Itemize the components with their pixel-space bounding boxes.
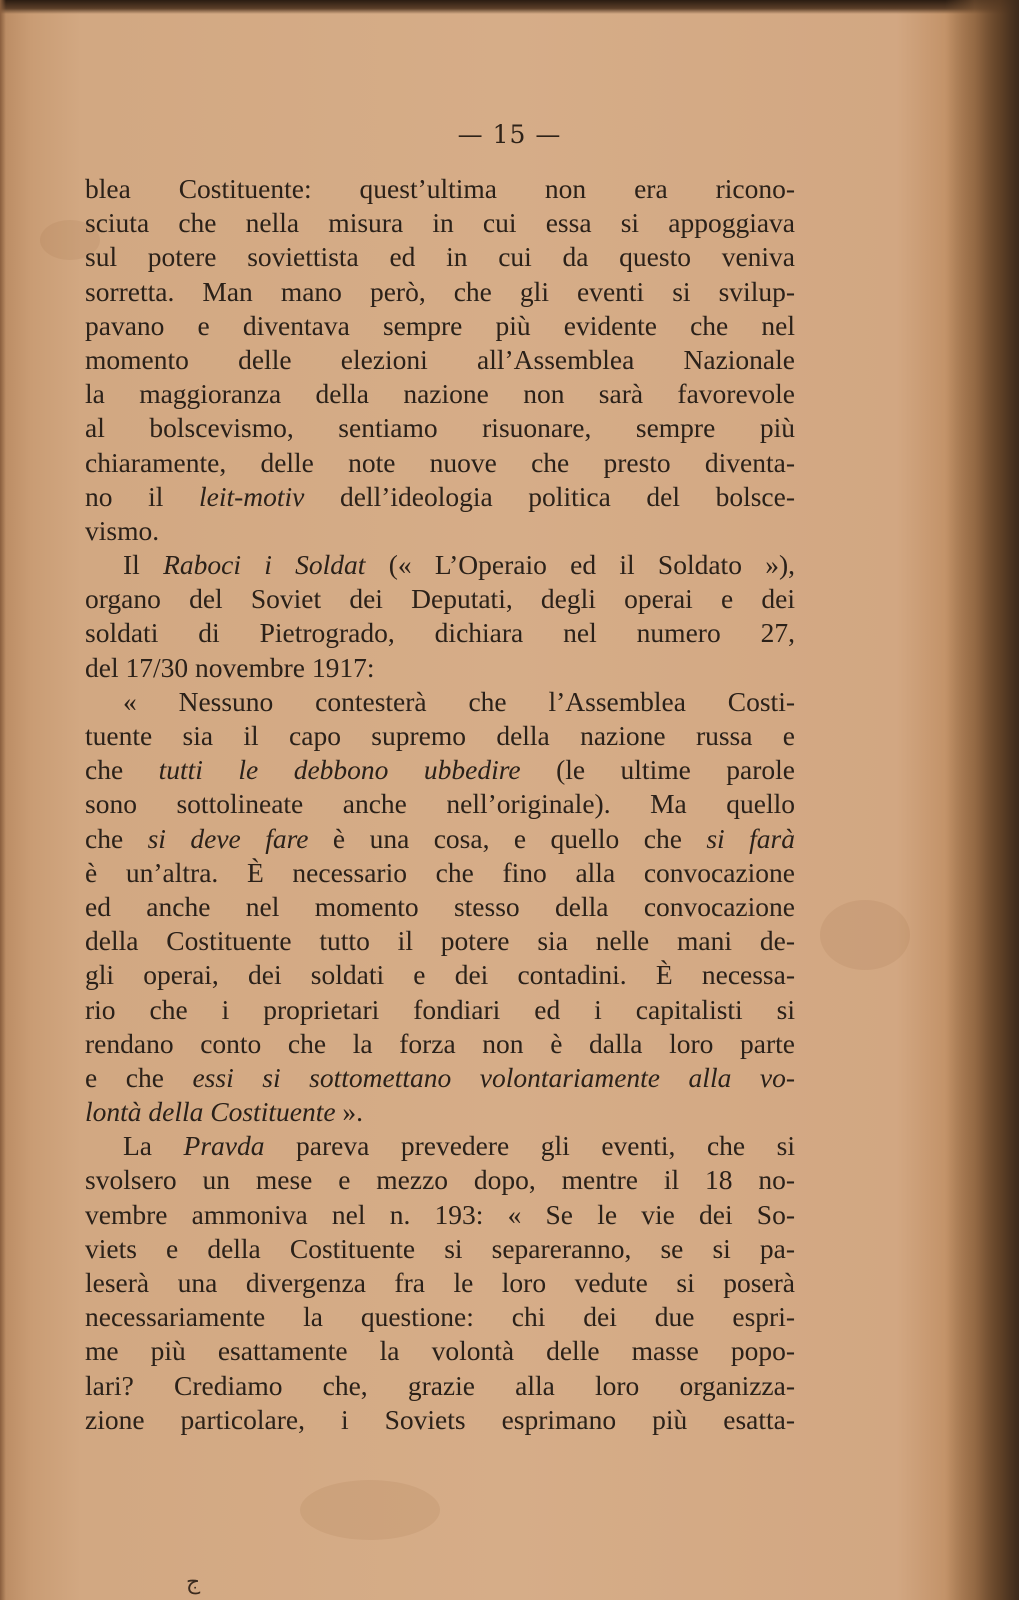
text-line (85, 890, 795, 924)
text-line (85, 993, 795, 1027)
text-line (85, 958, 795, 992)
text-segment: che (85, 822, 148, 854)
text-line (85, 309, 795, 343)
page-left-edge (0, 0, 6, 1600)
text-segment: svolsero un mese e mezzo dopo, mentre il 18 no- (85, 1164, 795, 1196)
text-line (85, 1300, 795, 1334)
text-segment: leserà una divergenza fra le loro vedute si poserà (85, 1267, 795, 1298)
italic-text: Raboci i Soldat (163, 549, 366, 581)
text-segment: zione particolare, i Soviets esprimano più esatta- (85, 1403, 795, 1435)
text-segment: sorretta. Man mano però, che gli eventi si svilup- (85, 275, 795, 307)
text-segment: organo del Soviet dei Deputati, degli operai e dei (85, 583, 795, 615)
text-segment: viets e della Costituente si separeranno, se si pa- (85, 1232, 795, 1264)
text-line (85, 651, 795, 685)
text-segment: soldati di Pietrogrado, dichiara nel numero 27, (85, 617, 795, 649)
text-line (85, 1129, 795, 1163)
text-segment: rio che i proprietari fondiari ed i capitalisti si (85, 993, 795, 1025)
italic-text: tutti le debbono ubbedire (158, 754, 521, 786)
text-line (85, 924, 795, 958)
text-line (85, 1334, 795, 1368)
text-line (85, 411, 795, 445)
text-segment: è una cosa, e quello che (308, 822, 707, 854)
text-segment: vembre ammoniva nel n. 193: « Se le vie dei So- (85, 1198, 795, 1230)
text-line (85, 377, 795, 411)
text-line (85, 856, 795, 890)
italic-text: essi si sottomettano volontariamente alla vo- (192, 1061, 795, 1093)
text-segment: « Nessuno contesterà che l’Assemblea Costi- (123, 685, 795, 717)
text-segment: e che (85, 1061, 193, 1093)
text-segment: sono sottolineate anche nell’originale). Ma quello (85, 788, 795, 820)
text-segment: Il (123, 549, 164, 581)
text-segment: (le ultime parole (520, 754, 795, 786)
italic-text: si farà (706, 822, 795, 854)
text-segment: rendano conto che la forza non è dalla loro parte (85, 1027, 795, 1059)
text-segment: (« L’Operaio ed il Soldato »), (365, 549, 795, 581)
text-segment: è un’altra. È necessario che fino alla convocazione (85, 856, 795, 888)
text-segment: pareva prevedere gli eventi, che si (264, 1130, 795, 1162)
text-line (85, 719, 795, 753)
text-line (85, 343, 795, 377)
text-line (85, 1027, 795, 1061)
text-line (85, 1163, 795, 1197)
italic-text: si deve fare (147, 822, 309, 854)
text-segment: ». (335, 1096, 364, 1128)
text-segment: ed anche nel momento stesso della convocazione (85, 890, 795, 922)
handwritten-mark: ج (186, 1570, 201, 1595)
text-segment: me più esattamente la volontà delle masse popo- (85, 1335, 795, 1367)
text-line (85, 1061, 795, 1095)
text-segment: La (123, 1130, 184, 1162)
text-segment: lari? Crediamo che, grazie alla loro organizza- (85, 1369, 795, 1401)
text-line (85, 1369, 795, 1403)
page-number: — 15 — (457, 120, 562, 149)
text-line (85, 1403, 795, 1437)
text-line (85, 514, 795, 548)
text-segment: gli operai, dei soldati e dei contadini. È necessa- (85, 959, 795, 991)
text-segment: del 17/30 novembre 1917: (85, 651, 375, 683)
italic-text: lontà della Costituente (85, 1096, 336, 1128)
text-line (85, 1232, 795, 1266)
text-segment: sciuta che nella misura in cui essa si appoggiava (85, 207, 795, 239)
text-line (85, 446, 795, 480)
page-gutter-shadow (945, 0, 1019, 1600)
paper-stain (820, 900, 910, 970)
text-line (85, 822, 795, 856)
text-line (85, 753, 795, 787)
text-line (85, 1266, 795, 1300)
text-line (85, 206, 795, 240)
text-segment: sul potere soviettista ed in cui da questo veniva (85, 241, 795, 273)
page-top-edge (0, 0, 1019, 14)
text-line (85, 548, 795, 582)
text-segment: che (85, 754, 159, 786)
text-line (85, 787, 795, 821)
paper-stain (300, 1480, 440, 1540)
italic-text: leit-motiv (198, 480, 305, 512)
italic-text: Pravda (183, 1130, 265, 1162)
text-segment: chiaramente, delle note nuove che presto diventa- (85, 446, 795, 478)
text-line (85, 172, 795, 206)
text-line (85, 685, 795, 719)
text-segment: momento delle elezioni all’Assemblea Nazionale (85, 343, 795, 375)
text-segment: blea Costituente: quest’ultima non era ricono- (85, 173, 795, 204)
text-segment: della Costituente tutto il potere sia nelle mani de- (85, 925, 795, 957)
text-segment: tuente sia il capo supremo della nazione russa e (85, 720, 795, 751)
text-line (85, 240, 795, 274)
text-line (85, 1095, 795, 1129)
text-segment: al bolscevismo, sentiamo risuonare, sempre più (85, 412, 795, 444)
text-line (85, 480, 795, 514)
text-line (85, 275, 795, 309)
text-line (85, 616, 795, 650)
text-segment: dell’ideologia politica del bolsce- (304, 480, 795, 512)
body-text (85, 172, 795, 1437)
text-segment: pavano e diventava sempre più evidente che nel (85, 309, 795, 341)
text-segment: vismo. (85, 514, 160, 546)
text-line (85, 1198, 795, 1232)
text-segment: necessariamente la questione: chi dei due espri- (85, 1301, 795, 1333)
text-line (85, 582, 795, 616)
text-segment: no il (85, 480, 199, 512)
text-segment: la maggioranza della nazione non sarà favorevole (85, 378, 795, 410)
